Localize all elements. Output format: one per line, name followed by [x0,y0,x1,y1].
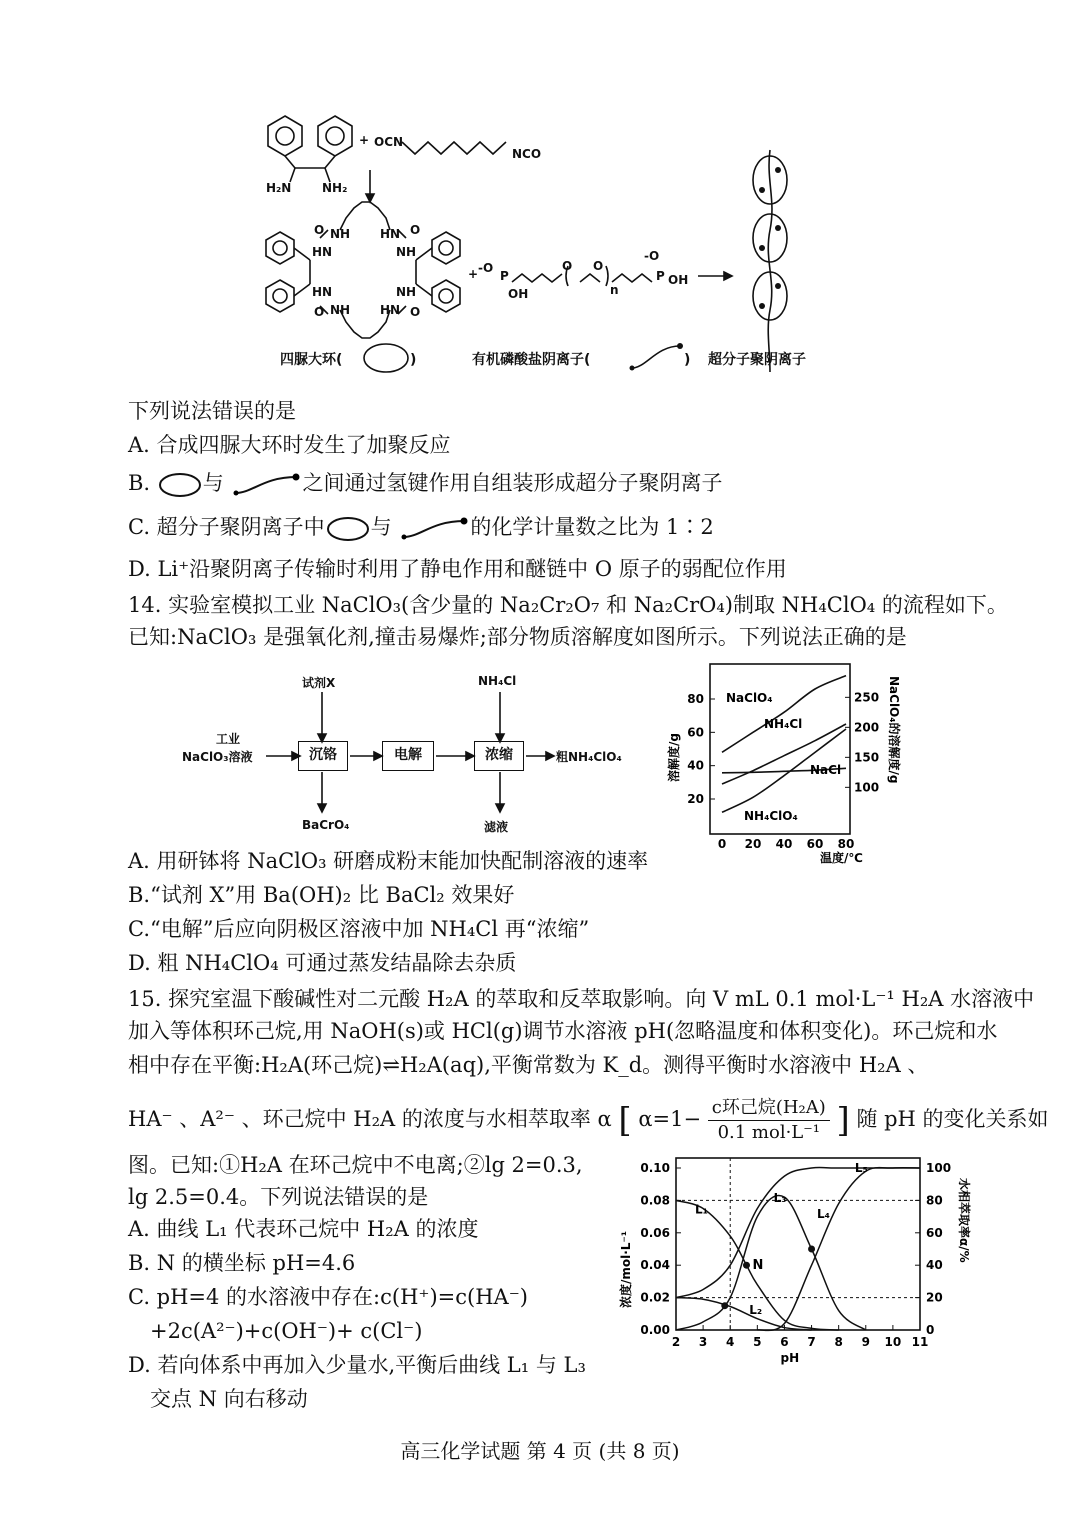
y-tick-label: 20 [687,792,704,806]
phosphate-label-end: ) [684,352,691,368]
fraction-numerator: c环己烷(H₂A) [708,1096,830,1121]
y-tick-label: 60 [687,725,704,740]
series-label: L₂ [749,1302,763,1317]
p-label: P [500,269,509,283]
minus-o-label: -O [478,261,494,275]
y2-tick-label: 80 [926,1193,943,1208]
y-tick-label: 80 [687,692,704,706]
q14-stem-line2: 已知:NaClO₃ 是强氧化剂,撞击易爆炸;部分物质溶解度如图所示。下列说法正确的是 [128,625,907,649]
plus-sign: + [468,267,479,281]
y2-tick-label: 0 [926,1323,935,1337]
y2-tick-label: 150 [854,750,880,765]
oh-label: OH [508,287,529,301]
hn-label: HN [380,227,401,241]
flow-reagent-x: 试剂X [302,676,336,690]
y2-tick-label: 60 [926,1225,943,1240]
q13-option-c [128,512,714,543]
y2-tick-label: 100 [854,780,880,795]
x-tick-label: 4 [726,1335,735,1349]
y-axis-label: 溶解度/g [667,733,681,782]
x-tick-label: 9 [861,1335,870,1349]
y-axis-label: 浓度/mol·L⁻¹ [619,1230,633,1308]
ocn-label: OCN [374,135,404,149]
point-intersection [808,1246,815,1253]
y2-tick-label: 20 [926,1290,943,1305]
q15-stem-line5: 图。已知:①H₂A 在环己烷中不电离;②lg 2=0.3, [128,1153,583,1177]
series-line-4 [676,1167,920,1297]
q15-option-d-line2: 交点 N 向右移动 [150,1387,308,1411]
fraction-denominator: 0.1 mol·L⁻¹ [717,1122,820,1143]
nh-label: NH [330,227,351,241]
x-tick-label: 0 [717,837,727,851]
nh-label: NH [396,285,417,299]
y2-tick-label: 40 [926,1258,943,1273]
phosphate-anion-icon [230,471,302,499]
series-label: NaCl [810,763,842,777]
point-N [743,1262,750,1269]
y-tick-label: 40 [687,758,704,773]
y-tick-label: 0.08 [640,1193,670,1208]
right-bracket: ] [836,1100,850,1141]
page-footer: 高三化学试题 第 4 页 (共 8 页) [400,1439,680,1463]
flow-output-bacro4: BaCrO₄ [302,818,350,832]
x-tick-label: 6 [780,1335,789,1349]
nh-label: NH [330,303,351,317]
series-line-0 [722,676,846,753]
series-label: L₄ [816,1207,830,1222]
x-tick-label: 60 [806,837,824,851]
o-label: O [562,259,573,273]
x-axis-label: 温度/℃ [820,851,863,865]
alpha-equation: α=1− [638,1107,702,1131]
option-c-label: C. 超分子聚阴离子中 [128,515,325,539]
x-axis-label: pH [780,1351,800,1365]
flow-product: 粗NH₄ClO₄ [556,750,622,764]
flow-box-electrolysis: 电解 [382,741,434,771]
q15-stem-line4 [128,1096,1049,1145]
x-tick-label: 20 [744,837,762,851]
y-tick-label: 0.10 [640,1161,670,1175]
ph-concentration-chart [610,1148,980,1388]
y2-tick-label: 250 [854,690,880,705]
option-b-text: 之间通过氢键作用自组装形成超分子聚阴离子 [302,471,723,495]
h2n-label: H₂N [266,181,292,195]
phosphate-label: 有机磷酸盐阴离子( [472,352,591,368]
x-tick-label: 2 [671,1335,681,1349]
x-tick-label: 80 [837,837,855,851]
nh-label: NH [396,245,417,259]
left-bracket: [ [618,1100,632,1141]
q15-stem-line2: 加入等体积环己烷,用 NaOH(s)或 HCl(g)调节水溶液 pH(忽略温度和体积变化)。环己烷和水 [128,1019,998,1043]
y2-tick-label: 100 [926,1161,952,1175]
phosphate-anion-icon [398,515,470,543]
q15-option-c-line2: +2c(A²⁻)+c(OH⁻)+ c(Cl⁻) [150,1319,423,1343]
point-label: N [752,1258,764,1274]
y-tick-label: 0.02 [640,1290,670,1305]
polyanion-label: 超分子聚阴离子 [708,352,806,368]
o-label: O [593,259,604,273]
q15-option-d-line1: D. 若向体系中再加入少量水,平衡后曲线 L₁ 与 L₃ [128,1353,586,1377]
flow-diagram [180,668,650,838]
flow-box-chromium-precipitation: 沉铬 [298,741,348,771]
q15-stem-line1: 15. 探究室温下酸碱性对二元酸 H₂A 的萃取和反萃取影响。向 V mL 0.1 mol·L⁻¹ H₂A 水溶液中 [128,987,1035,1011]
q13-option-b [128,468,722,499]
q14-option-d: D. 粗 NH₄ClO₄ 可通过蒸发结晶除去杂质 [128,951,517,975]
hn-label: HN [380,303,401,317]
x-tick-label: 5 [753,1335,762,1349]
q15-option-c-line1: C. pH=4 的水溶液中存在:c(H⁺)=c(HA⁻) [128,1285,528,1309]
flow-input-line2: NaClO₃溶液 [182,750,253,764]
y2-tick-label: 200 [854,720,880,735]
nco-label: NCO [512,147,542,161]
q15-option-b: B. N 的横坐标 pH=4.6 [128,1251,356,1275]
q13-option-d: D. Li⁺沿聚阴离子传输时利用了静电作用和醚链中 O 原子的弱配位作用 [128,557,787,581]
q15-stem-line6: lg 2.5=0.4。下列说法错误的是 [128,1185,429,1209]
plus-sign: + [359,133,370,147]
y2-axis-label: NaClO₄的溶解度/g [887,676,901,784]
series-label: L₃ [773,1191,787,1206]
series-label: NaClO₄ [726,691,773,705]
line4-post: 随 pH 的变化关系如 [856,1107,1049,1131]
connector-word: 与 [370,515,392,539]
q14-option-c: C.“电解”后应向阴极区溶液中加 NH₄Cl 再“浓缩” [128,917,590,941]
y-tick-label: 0.06 [640,1225,670,1240]
y-tick-label: 0.00 [640,1323,670,1337]
flow-input-line1: 工业 [216,732,241,746]
hn-label: HN [312,245,333,259]
option-c-text: 的化学计量数之比为 1∶2 [470,515,714,539]
o-label: O [314,305,325,319]
point-intersection [721,1302,728,1309]
x-tick-label: 7 [807,1335,816,1349]
flow-output-filtrate: 滤液 [484,820,509,834]
y-tick-label: 0.04 [640,1258,670,1273]
p-label: P [656,269,665,283]
x-tick-label: 11 [911,1335,929,1349]
q14-stem-line1: 14. 实验室模拟工业 NaClO₃(含少量的 Na₂Cr₂O₇ 和 Na₂CrO₄)制取 NH₄ClO₄ 的流程如下。 [128,593,1008,617]
y2-axis-label: 水相萃取率α/% [957,1178,971,1263]
flow-nh4cl: NH₄Cl [478,674,517,688]
alpha-fraction [708,1096,830,1145]
oh-label: OH [668,273,689,287]
option-b-label: B. [128,471,151,495]
n-subscript: n [610,283,619,297]
q13-stem: 下列说法错误的是 [128,399,296,423]
nh2-label: NH₂ [322,181,348,195]
macrocycle-label: 四脲大环( [280,352,343,368]
solubility-chart [660,656,920,865]
x-tick-label: 3 [698,1335,708,1349]
o-label: O [410,305,421,319]
x-tick-label: 8 [834,1335,843,1349]
macrocycle-icon [157,472,203,498]
minus-o-label: -O [644,249,660,263]
line4-pre: HA⁻ 、A²⁻ 、环己烷中 H₂A 的浓度与水相萃取率 α [128,1107,612,1131]
series-label: NH₄Cl [764,717,803,731]
macrocycle-label-end: ) [410,352,417,368]
flow-box-concentration: 浓缩 [474,741,524,771]
q15-option-a: A. 曲线 L₁ 代表环己烷中 H₂A 的浓度 [128,1217,479,1241]
series-label: L₁ [694,1202,708,1217]
q13-option-a: A. 合成四脲大环时发生了加聚反应 [128,433,451,457]
q14-option-b: B.“试剂 X”用 Ba(OH)₂ 比 BaCl₂ 效果好 [128,883,515,907]
o-label: O [410,223,421,237]
macrocycle-icon [325,516,371,542]
x-tick-label: 10 [884,1335,902,1349]
connector-word: 与 [202,471,224,495]
hn-label: HN [312,285,333,299]
series-label: NH₄ClO₄ [744,809,798,823]
x-tick-label: 40 [775,837,793,851]
series-label: L₅ [854,1161,868,1175]
plot-frame [676,1158,920,1330]
q14-option-a: A. 用研钵将 NaClO₃ 研磨成粉末能加快配制溶液的速率 [128,849,649,873]
o-label: O [314,223,325,237]
q15-stem-line3: 相中存在平衡:H₂A(环己烷)⇌H₂A(aq),平衡常数为 K_d。测得平衡时水溶液中 H₂A 、 [128,1053,929,1077]
reaction-scheme [250,110,870,380]
